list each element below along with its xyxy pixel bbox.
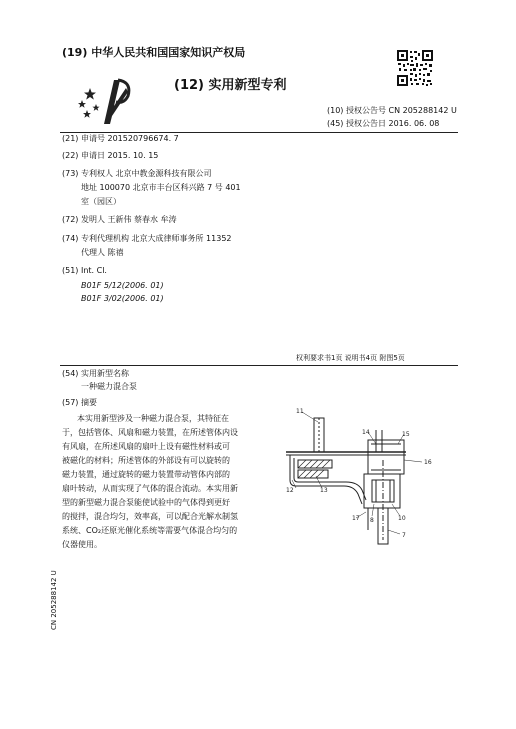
figure-label: 11 [296, 408, 304, 415]
abstract-line: 有风扇，在所述风扇的扇叶上设有磁性材料或可 [62, 442, 230, 451]
figure-label: 8 [370, 517, 374, 524]
abstract-label: (57) 摘要 [62, 398, 97, 407]
inventors: (72) 发明人 王新伟 蔡春水 牟涛 [62, 215, 177, 224]
patent-agent: 代理人 陈禧 [81, 248, 124, 257]
qr-code-icon [396, 49, 434, 87]
figure-label: 10 [398, 515, 406, 522]
patent-agency: (74) 专利代理机构 北京大成律师事务所 11352 [62, 234, 232, 243]
ipc-class-2: B01F 3/02(2006. 01) [81, 294, 164, 303]
abstract-line: 扇叶转动，从而实现了气体的混合流动。本实用新 [62, 484, 238, 493]
abstract-text [62, 412, 274, 552]
abstract-line: 磁力装置，通过旋转的磁力装置带动管体内部的 [62, 470, 230, 479]
abstract-line: 型的新型磁力混合泵能使试验中的气体得到更好 [62, 498, 230, 507]
figure-label: 15 [402, 431, 410, 438]
utility-model-title-label: (54) 实用新型名称 [62, 369, 129, 378]
ipc-class-1: B01F 5/12(2006. 01) [81, 281, 164, 290]
biblio-divider [60, 365, 458, 366]
side-publication-number: CN 205288142 U [50, 570, 58, 630]
int-cl-label: (51) Int. Cl. [62, 266, 107, 275]
abstract-line: 仪器使用。 [62, 540, 102, 549]
figure-label: 16 [424, 459, 432, 466]
figure-label: 12 [286, 487, 294, 494]
issuing-office: (19) 中华人民共和国国家知识产权局 [62, 46, 246, 59]
cnipa-emblem-icon [74, 74, 136, 128]
abstract-line: 本实用新型涉及一种磁力混合泵，其特征在 [77, 414, 229, 423]
figure-label: 13 [320, 487, 328, 494]
patent-owner: (73) 专利权人 北京中教金源科技有限公司 [62, 169, 212, 178]
abstract-line: 被磁化的材料；所述管体的外部设有可以旋转的 [62, 456, 230, 465]
publication-date: (45) 授权公告日 2016. 06. 08 [327, 119, 440, 128]
magnetic-mixing-pump-drawing [276, 400, 446, 550]
figure-label: 14 [362, 429, 370, 436]
application-number: (21) 申请号 201520796674. 7 [62, 134, 179, 143]
owner-address-line-2: 室（园区） [81, 197, 121, 206]
figure-label: 7 [402, 532, 406, 539]
page-counts: 权利要求书1页 说明书4页 附图5页 [296, 354, 405, 362]
utility-model-title: 一种磁力混合泵 [81, 382, 137, 391]
header-divider [60, 132, 458, 133]
abstract-line: 于，包括管体、风扇和磁力装置，在所述管体内设 [62, 428, 238, 437]
application-date: (22) 申请日 2015. 10. 15 [62, 151, 159, 160]
abstract-line: 的搅拌，混合均匀，效率高，可以配合光解水制氢 [62, 512, 238, 521]
owner-address-line-1: 地址 100070 北京市丰台区科兴路 7 号 401 [81, 183, 241, 192]
publication-number: (10) 授权公告号 CN 205288142 U [327, 106, 457, 115]
document-type: (12) 实用新型专利 [174, 78, 287, 93]
figure-label: 17 [352, 515, 360, 522]
abstract-line: 系统、CO₂还原光催化系统等需要气体混合均匀的 [62, 526, 238, 535]
